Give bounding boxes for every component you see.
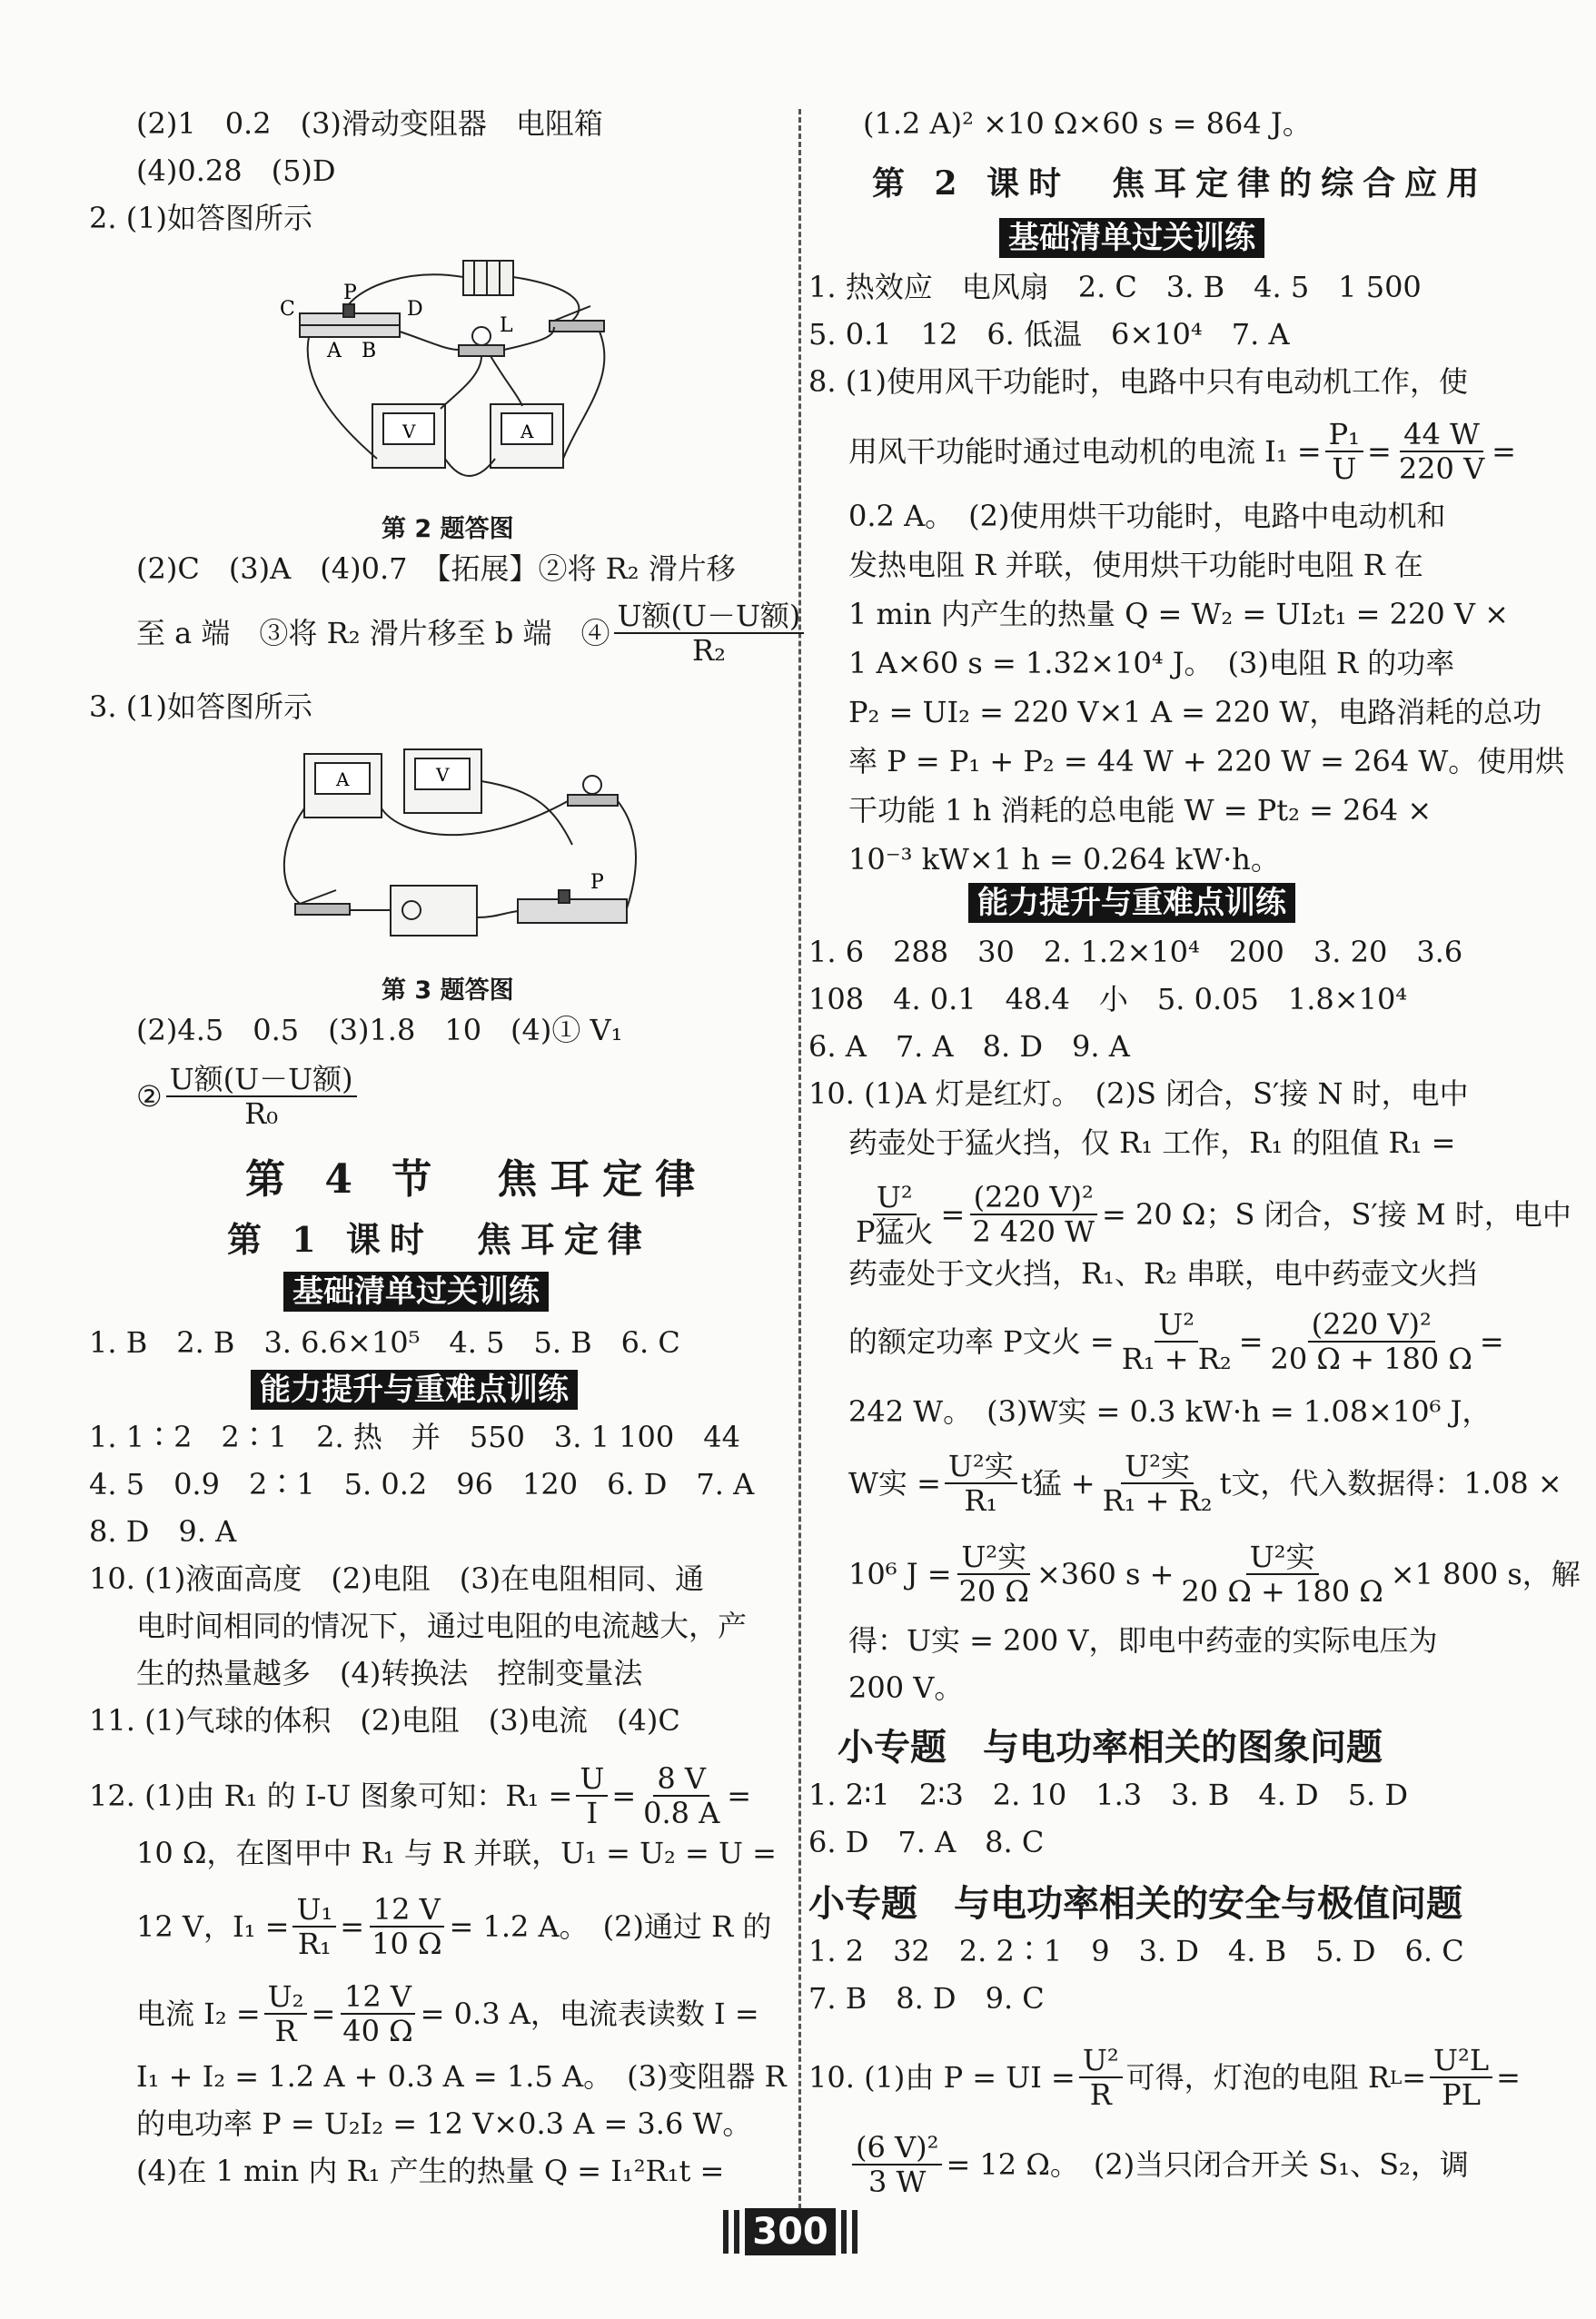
- answer-line: 2. (1)如答图所示: [89, 201, 313, 235]
- label-p: P: [343, 282, 357, 304]
- stripe: [852, 2210, 857, 2254]
- fraction: $\frac{\text{(6 V)²}}{3 W}$: [852, 2131, 942, 2198]
- answer-line: 1. 2 32 2. 2∶1 9 3. D 4. B 5. D 6. C: [808, 1934, 1464, 1968]
- answer-line: 1. B 2. B 3. 6.6×10⁵ 4. 5 5. B 6. C: [89, 1325, 680, 1360]
- section-title: 第 4 节 焦耳定律: [245, 1156, 709, 1203]
- answer-line: (2)4.5 0.5 (3)1.8 10 (4)① V₁: [136, 1013, 623, 1047]
- answer-line: 至 a 端 ③将 R₂ 滑片移至 b 端 ④ $\frac{\text{U额(U－U额)}}{\text{R₂}}$: [136, 600, 808, 667]
- answer-line: 5. 0.1 12 6. 低温 6×10⁴ 7. A: [808, 317, 1290, 352]
- label-p: P: [590, 871, 604, 894]
- voltmeter-label: V: [402, 421, 416, 442]
- lesson-title: 第 2 课时 焦耳定律的综合应用: [872, 164, 1489, 203]
- answer-line: 10. (1)液面高度 (2)电阻 (3)在电阻相同、通: [89, 1561, 705, 1596]
- voltmeter-label: V: [436, 764, 450, 786]
- answer-line: $\frac{\text{U²}}{\text{P猛火}}$ = $\frac{\text{(220 V)²}}{2 420 W}$ = 20 Ω；S 闭合，S′接 M 时，电中: [848, 1181, 1571, 1248]
- exercise-banner: 基础清单过关训练: [283, 1272, 549, 1312]
- stripe: [841, 2210, 847, 2254]
- fraction: $\frac{\text{(220 V)²}}{2 420 W}$: [968, 1181, 1098, 1248]
- label-c: C: [280, 298, 295, 321]
- answer-line: 7. B 8. D 9. C: [808, 1981, 1045, 2016]
- topic-title: 小专题 与电功率相关的安全与极值问题: [808, 1883, 1462, 1925]
- answer-line: 生的热量越多 (4)转换法 控制变量法: [136, 1656, 643, 1690]
- topic-title: 小专题 与电功率相关的图象问题: [838, 1727, 1383, 1769]
- answer-line: 0.2 A。 (2)使用烘干功能时，电路中电动机和: [848, 499, 1446, 533]
- answer-line: 用风干功能时通过电动机的电流 I₁ = $\frac{\text{P₁}}{U}$ = $\frac{44 W}{220 V}$ =: [848, 417, 1516, 486]
- answer-line: 10⁻³ kW×1 h = 0.264 kW·h。: [848, 842, 1280, 877]
- fraction: $\frac{\text{U²}}{\text{R₁ + R₂}}$: [1121, 1307, 1232, 1376]
- answer-line: (1.2 A)² ×10 Ω×60 s = 864 J。: [863, 106, 1312, 141]
- fraction: $\frac{\text{U额(U－U额)}}{\text{R₀}}$: [166, 1063, 357, 1130]
- answer-line: (4)0.28 (5)D: [136, 154, 336, 188]
- answer-line: 的电功率 P = U₂I₂ = 12 V×0.3 A = 3.6 W。: [136, 2106, 752, 2141]
- fraction: $\frac{\text{(220 V)²}}{20 \Omega + 180 \Omega}$: [1270, 1307, 1472, 1376]
- fraction: $\frac{\text{U²L}}{PL}$: [1430, 2044, 1492, 2111]
- answer-line: 1. 2∶1 2∶3 2. 10 1.3 3. B 4. D 5. D: [808, 1778, 1409, 1812]
- answer-line: W实 = $\frac{\text{U²实}}{\text{R₁}}$ t猛 + $\frac{\text{U²实}}{\text{R₁ + R₂}}$ t文，代入数据得：1.08 ×: [848, 1449, 1562, 1518]
- fraction: $\frac{\text{U²实}}{\text{R₁}}$: [945, 1450, 1017, 1517]
- answer-line: 发热电阻 R 并联，使用烘干功能时电阻 R 在: [848, 548, 1423, 582]
- fraction: $\frac{\text{U²}}{R}$: [1079, 2044, 1123, 2111]
- answer-line: 干功能 1 h 消耗的总电能 W = Pt₂ = 264 ×: [848, 793, 1432, 828]
- label-d: D: [407, 298, 423, 321]
- answer-line: 242 W。 (3)W实 = 0.3 kW·h = 1.08×10⁶ J，: [848, 1394, 1492, 1429]
- answer-line: 药壶处于猛火挡，仅 R₁ 工作，R₁ 的阻值 R₁ =: [848, 1125, 1456, 1160]
- answer-line: 的额定功率 P文火 = $\frac{\text{U²}}{\text{R₁ + R₂}}$ = $\frac{\text{(220 V)²}}{20 \Omega + 180 \Omega}$ =: [848, 1307, 1504, 1376]
- answer-line: 率 P = P₁ + P₂ = 44 W + 220 W = 264 W。使用烘: [848, 744, 1565, 778]
- figure-caption: 第 2 题答图: [382, 515, 514, 543]
- fraction: $\frac{U}{I}$: [576, 1762, 608, 1829]
- circuit-diagram-q3: [263, 736, 663, 963]
- answer-line: (4)在 1 min 内 R₁ 产生的热量 Q = I₁²R₁t =: [136, 2154, 725, 2188]
- fraction: $\frac{\text{U₁}}{\text{R₁}}$: [292, 1893, 336, 1960]
- answer-line: 电时间相同的情况下，通过电阻的电流越大，产: [136, 1609, 748, 1643]
- stripe: [723, 2210, 729, 2254]
- answer-line: 1. 6 288 30 2. 1.2×10⁴ 200 3. 20 3.6: [808, 935, 1463, 969]
- fraction: $\frac{12 V}{40 \Omega}$: [339, 1980, 416, 2047]
- exercise-banner: 能力提升与重难点训练: [251, 1370, 578, 1410]
- answer-line: 200 V。: [848, 1670, 964, 1705]
- fraction: $\frac{8 V}{0.8 A}$: [643, 1761, 720, 1830]
- answer-line: 4. 5 0.9 2∶1 5. 0.2 96 120 6. D 7. A: [89, 1467, 755, 1501]
- answer-line: (2)C (3)A (4)0.7 【拓展】②将 R₂ 滑片移: [136, 551, 736, 586]
- answer-line: I₁ + I₂ = 1.2 A + 0.3 A = 1.5 A。 (3)变阻器 R: [136, 2059, 787, 2094]
- answer-line: 10. (1)A 灯是红灯。 (2)S 闭合，S′接 N 时，电中: [808, 1076, 1469, 1111]
- fraction: $\frac{\text{U₂}}{R}$: [264, 1980, 308, 2047]
- fraction: $\frac{\text{U²实}}{20 \Omega}$: [958, 1540, 1029, 1609]
- answer-line: 11. (1)气球的体积 (2)电阻 (3)电流 (4)C: [89, 1703, 680, 1738]
- answer-line: 6. D 7. A 8. C: [808, 1825, 1045, 1859]
- fraction: $\frac{\text{U²实}}{\text{R₁ + R₂}}$: [1102, 1449, 1213, 1518]
- answer-line: $\frac{\text{(6 V)²}}{3 W}$ = 12 Ω。 (2)当只闭合开关 S₁、S₂，调: [848, 2131, 1469, 2198]
- answer-line: 电流 I₂ = $\frac{\text{U₂}}{R}$ = $\frac{12 V}{40 \Omega}$ = 0.3 A，电流表读数 I =: [136, 1979, 759, 2048]
- answer-line: 108 4. 0.1 48.4 小 5. 0.05 1.8×10⁴: [808, 982, 1408, 1016]
- fraction: $\frac{\text{U²实}}{20 \Omega + 180 \Omega}$: [1181, 1540, 1383, 1609]
- fraction: $\frac{\text{U²}}{\text{P猛火}}$: [856, 1180, 934, 1249]
- answer-line: 10 Ω，在图甲中 R₁ 与 R 并联，U₁ = U₂ = U =: [136, 1836, 777, 1870]
- answer-line: 8. (1)使用风干功能时，电路中只有电动机工作，使: [808, 364, 1469, 399]
- answer-line: P₂ = UI₂ = 220 V×1 A = 220 W，电路消耗的总功: [848, 695, 1542, 729]
- answer-line: 1. 热效应 电风扇 2. C 3. B 4. 5 1 500: [808, 270, 1422, 304]
- fraction: $\frac{\text{U额(U－U额)}}{\text{R₂}}$: [614, 600, 805, 667]
- label-a: A: [327, 340, 342, 362]
- label-b: B: [362, 340, 377, 362]
- answer-line: 8. D 9. A: [89, 1514, 237, 1549]
- figure-caption: 第 3 题答图: [382, 976, 514, 1005]
- answer-line: 1. 1∶2 2∶1 2. 热 并 550 3. 1 100 44: [89, 1420, 740, 1454]
- answer-line: 12 V，I₁ = $\frac{\text{U₁}}{\text{R₁}}$ = $\frac{12 V}{10 \Omega}$ = 1.2 A。 (2)通过 R 的: [136, 1892, 772, 1961]
- label-l: L: [500, 314, 513, 337]
- answer-line: 得：U实 = 200 V，即电中药壶的实际电压为: [848, 1623, 1438, 1658]
- answer-line: 1 min 内产生的热量 Q = W₂ = UI₂t₁ = 220 V ×: [848, 597, 1509, 631]
- answer-line: 10. (1)由 P = UI = $\frac{\text{U²}}{R}$ 可得，灯泡的电阻 R L = $\frac{\text{U²L}}{PL}$ =: [808, 2043, 1521, 2112]
- stripe: [734, 2210, 739, 2254]
- answer-line: 3. (1)如答图所示: [89, 689, 313, 724]
- answer-line: 药壶处于文火挡，R₁、R₂ 串联，电中药壶文火挡: [848, 1256, 1478, 1291]
- answer-line: 1 A×60 s = 1.32×10⁴ J。 (3)电阻 R 的功率: [848, 646, 1455, 680]
- circuit-diagram-q2: [273, 250, 636, 495]
- page-number: [718, 2204, 863, 2260]
- ammeter-label: A: [520, 421, 534, 442]
- answer-line: (2)1 0.2 (3)滑动变阻器 电阻箱: [136, 106, 603, 141]
- fraction: $\frac{44 W}{220 V}$: [1398, 417, 1485, 486]
- answer-line: ② $\frac{\text{U额(U－U额)}}{\text{R₀}}$: [136, 1063, 361, 1130]
- answer-line: 10⁶ J = $\frac{\text{U²实}}{20 \Omega}$ ×360 s + $\frac{\text{U²实}}{20 \Omega + 180 \Omega}$ ×1 800 s，解: [848, 1540, 1581, 1609]
- right-column: [799, 0, 1596, 2319]
- exercise-banner: 基础清单过关训练: [999, 218, 1264, 258]
- exercise-banner: 能力提升与重难点训练: [968, 883, 1295, 923]
- answer-line: 12. (1)由 R₁ 的 I-U 图象可知：R₁ = $\frac{U}{I}$ = $\frac{8 V}{0.8 A}$ =: [89, 1761, 752, 1830]
- page-number-text: 300: [745, 2208, 836, 2255]
- lesson-title: 第 1 课时 焦耳定律: [227, 1219, 651, 1260]
- answer-line: 6. A 7. A 8. D 9. A: [808, 1029, 1130, 1064]
- ammeter-label: A: [336, 768, 350, 790]
- fraction: $\frac{\text{P₁}}{U}$: [1325, 418, 1363, 485]
- fraction: $\frac{12 V}{10 \Omega}$: [368, 1893, 445, 1960]
